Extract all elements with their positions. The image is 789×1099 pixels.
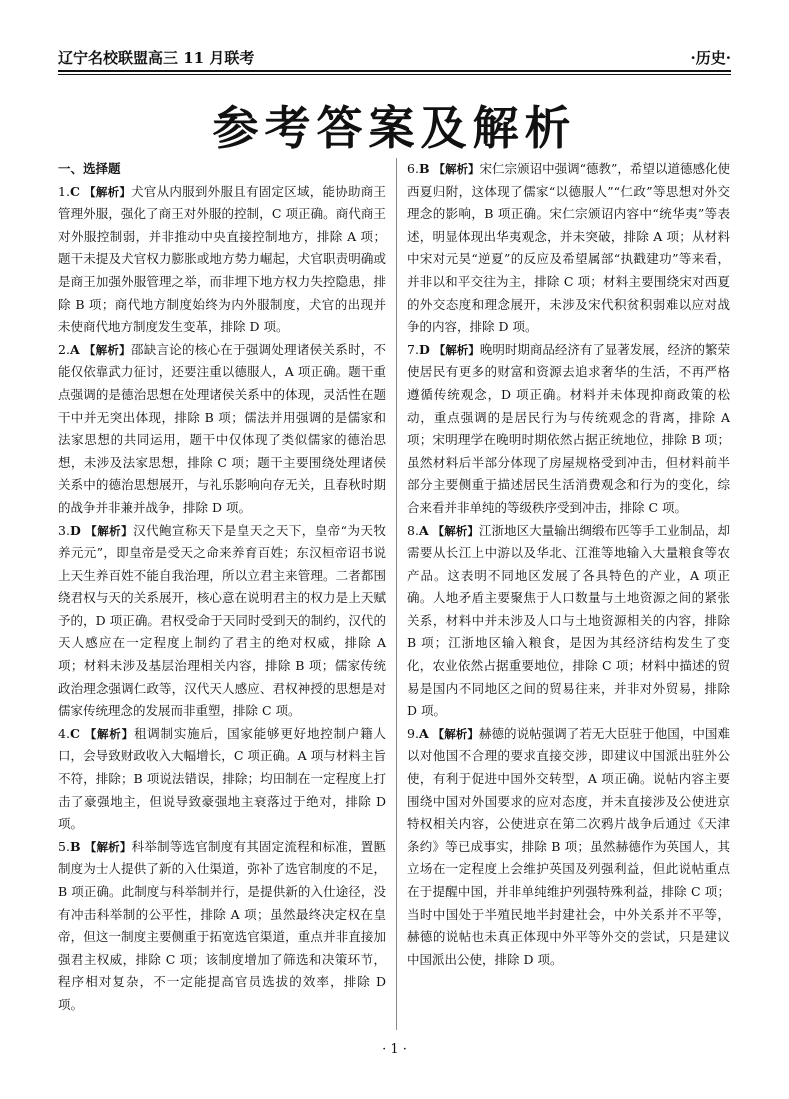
question-answer: B (418, 161, 430, 176)
question-item (58, 339, 386, 520)
header-rule-thick (58, 70, 731, 72)
analysis-label: 【解析】 (432, 523, 479, 538)
analysis-label: 【解析】 (85, 523, 134, 538)
analysis-label: 【解析】 (84, 839, 132, 854)
analysis-label: 【解析】 (84, 726, 134, 741)
question-answer: D (418, 341, 430, 357)
analysis-text: 宋仁宗颁诏中强调“德教”，希望以道德感化使西夏归附，这体现了儒家“以德服人”“仁政”等思想对外交理念的影响，B 项正确。宋仁宗颁诏内容中“统华夷”等表述，明显体现出华夷观念，并未突破，排除 A 项；从材料中宋对元昊“逆夏”的反应及希望属部“执戳建功”等来看，并非以和平交往为主，排除 C 项；材料主要围绕宋对西夏的外交态度和理念展开，未涉及宋代积贫积弱难以应对战争的内容，排除 D 项。 (407, 161, 730, 335)
exam-name: 辽宁名校联盟高三 11 月联考 (58, 49, 255, 67)
analysis-text: 晚明时期商品经济有了显著发展，经济的繁荣使居民有更多的财富和资源去追求奢华的生活，不再严格遵循传统观念，D 项正确。材料并未体现抑商政策的松动，重点强调的是居民行为与传统观念的背离，排除 A 项；宋明理学在晚明时期依然占据正统地位，排除 B 项；虽然材料后半部分体现了房屋规格受到冲击，但材料前半部分主要侧重于描述居民生活消费观念和行为的变化，综合来看并非单纯的等级秩序受到冲击，排除 C 项。 (407, 341, 730, 515)
question-number: 5. (58, 838, 70, 854)
analysis-label: 【解析】 (84, 184, 132, 199)
question-item (407, 158, 730, 339)
question-number: 6. (407, 161, 419, 176)
analysis-text: 邵缺言论的核心在于强调处理诸侯关系时，不能仅依靠武力征讨，还要注重以德服人，A 项正确。题干重点强调的是德治思想在处理诸侯关系中的体现，灵活性在题干中并无突出体现，排除 B 项；儒法并用强调的是儒家和法家思想的共同运用，题干中仅体现了类似儒家的德治思想，未涉及法家思想，排除 C 项；题干主要围绕处理诸侯关系中的德治思想展开，与礼乐影响向存无关，且春秋时期的战争并非兼并战争，排除 D 项。 (58, 341, 386, 515)
analysis-text: 赫德的说帖强调了若无大臣驻于他国，中国难以对他国不合理的要求直接交涉，即建议中国派出驻外公使，有利于促进中国外交转型，A 项正确。说帖内容主要围绕中国对外国要求的应对态度，并未直接涉及公使进京特权相关内容，公使进京在第二次鸦片战争后通过《天津条约》等已成事实，排除 B 项；虽然赫德作为英国人，其立场在一定程度上会维护英国及列强利益，但此说帖重点在于提醒中国，并非单纯维护列强特殊利益，排除 C 项；当时中国处于半殖民地半封建社会，中外关系并不平等，赫德的说帖也未真正体现中外平等外交的尝试，只是建议中国派出公使，排除 D 项。 (407, 725, 730, 967)
question-number: 8. (407, 522, 419, 538)
question-answer: D (69, 522, 81, 538)
answer-columns (58, 158, 730, 1030)
question-answer: A (418, 725, 429, 741)
page-header (58, 40, 731, 68)
header-rule-thin (58, 74, 731, 75)
question-item (58, 836, 386, 1017)
question-number: 2. (58, 341, 70, 357)
right-column (396, 158, 730, 1030)
page-number: · 1 · (382, 1042, 407, 1057)
analysis-text: 租调制实施后，国家能够更好地控制户籍人口，会导致财政收入大幅增长，C 项正确。A 项与材料主旨不符，排除；B 项说法错误，排除；均田制在一定程度上打击了豪强地主，但说导致豪强地主衰落过于绝对，排除 D 项。 (58, 725, 386, 832)
section-title: 一、选择题 (58, 161, 121, 176)
question-number: 3. (58, 522, 70, 538)
subject-label: ·历史· (690, 49, 731, 67)
question-number: 7. (407, 341, 419, 357)
analysis-text: 科举制等选官制度有其固定流程和标准，置匦制度为士人提供了新的入仕渠道，弥补了选官制度的不足，B 项正确。此制度与科举制并行，是提供新的入仕途径，没有冲击科举制的公平性，排除 A 项；虽然最终决定权在皇帝，但这一制度主要侧重于拓宽选官渠道，重点并非直接加强君主权威，排除 C 项；该制度增加了筛选和决策环节，程序相对复杂，不一定能提高官员选拔的效率，排除 D 项。 (58, 838, 386, 1012)
question-item (58, 520, 386, 723)
page-title: 参考答案及解析 (212, 101, 577, 155)
question-item (58, 181, 386, 339)
analysis-text: 犬官从内服到外服且有固定区域，能协助商王管理外服，强化了商王对外服的控制，C 项正确。商代商王对外服控制弱，并非推动中央直接控制地方，排除 A 项；题干未提及犬官权力膨胀或地方势力崛起，犬官职责明确或是商王加强外服管理之举，而非埋下地方权力失控隐患，排除 B 项；商代地方制度始终为内外服制度，犬官的出现并未使商代地方制度发生变革，排除 D 项。 (58, 183, 386, 335)
left-column (58, 158, 386, 1030)
question-number: 9. (407, 725, 419, 741)
question-item (58, 723, 386, 836)
question-answer: C (69, 725, 80, 741)
question-number: 4. (58, 725, 70, 741)
analysis-label: 【解析】 (433, 342, 480, 357)
analysis-label: 【解析】 (83, 342, 131, 357)
question-answer: B (69, 838, 81, 854)
question-answer: A (418, 522, 429, 538)
question-item (407, 723, 730, 972)
analysis-label: 【解析】 (433, 162, 480, 176)
question-number: 1. (58, 183, 70, 199)
question-answer: A (69, 341, 80, 357)
analysis-text: 汉代鲍宣称天下是皇天之天下，皇帝“为天牧养元元”，即皇帝是受天之命来养育百姓；东汉桓帝诏书说上天生养百姓不能自我治理，所以立君主来管理。二者都围绕君权与天的关系展开，核心意在说明君主的权力是上天赋予的，D 项正确。君权受命于天同时受到天的制约，汉代的天人感应在一定程度上制约了君主的绝对权威，排除 A 项；材料未涉及基层治理相关内容，排除 B 项；儒家传统政治理念强调仁政等，汉代天人感应、君权神授的思想是对儒家传统理念的发展而非重塑，排除 C 项。 (58, 522, 386, 719)
question-item (407, 339, 730, 520)
question-item (407, 520, 730, 723)
question-answer: C (69, 183, 80, 199)
analysis-text: 江浙地区大量输出绸缎布匹等手工业制品，却需要从长江上中游以及华北、江淮等地输入大量粮食等农产品。这表明不同地区发展了各具特色的产业，A 项正确。人地矛盾主要聚焦于人口数量与土地资源之间的紧张关系，材料中并未涉及人口与土地资源相关的内容，排除 B 项；江浙地区输入粮食，是因为其经济结构发生了变化，农业依然占据重要地位，排除 C 项；材料中描述的贸易是国内不同地区之间的贸易往来，并非对外贸易，排除 D 项。 (407, 522, 730, 719)
analysis-label: 【解析】 (432, 726, 479, 741)
